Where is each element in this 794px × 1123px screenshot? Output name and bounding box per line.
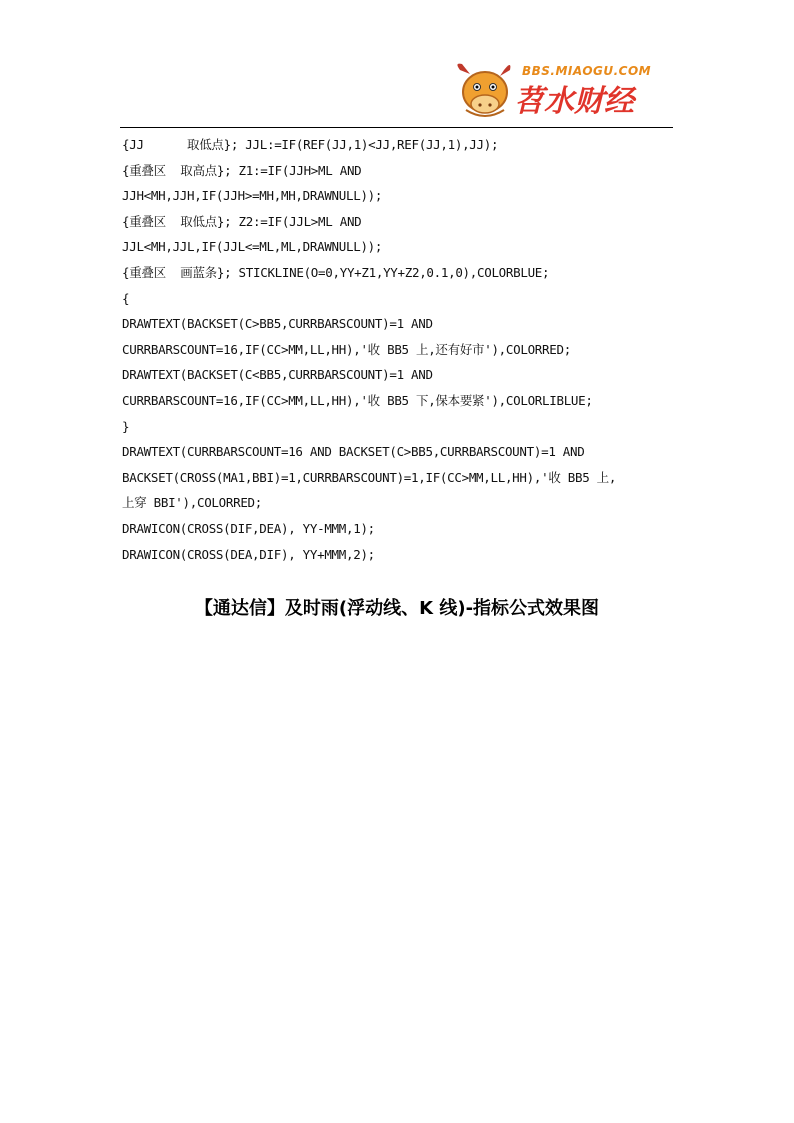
- code-line: BACKSET(CROSS(MA1,BBI)=1,CURRBARSCOUNT)=1,IF(CC>MM,LL,HH),'收 BB5 上,: [122, 469, 617, 485]
- code-line: {重叠区 取低点}; Z2:=IF(JJL>ML AND: [122, 213, 362, 229]
- code-line: }: [122, 418, 130, 434]
- code-line: DRAWTEXT(BACKSET(C<BB5,CURRBARSCOUNT)=1 AND: [122, 367, 433, 383]
- code-line: {重叠区 画蓝条}; STICKLINE(O=0,YY+Z1,YY+Z2,0.1,0),COLORBLUE;: [122, 264, 550, 280]
- code-line: {JJ 取低点}; JJL:=IF(REF(JJ,1)<JJ,REF(JJ,1),JJ);: [122, 137, 499, 152]
- code-line: CURRBARSCOUNT=16,IF(CC>MM,LL,HH),'收 BB5 上,还有好市'),COLORRED;: [122, 341, 571, 357]
- code-line: 上穿 BBI'),COLORRED;: [122, 495, 263, 511]
- header-divider: [120, 127, 673, 128]
- bull-mascot-icon: [452, 60, 522, 122]
- site-logo: [452, 60, 658, 122]
- code-line: JJL<MH,JJL,IF(JJL<=ML,ML,DRAWNULL));: [122, 239, 383, 255]
- code-line: DRAWTEXT(CURRBARSCOUNT=16 AND BACKSET(C>BB5,CURRBARSCOUNT)=1 AND: [122, 444, 585, 460]
- code-line: {: [122, 290, 130, 306]
- code-line: DRAWICON(CROSS(DIF,DEA), YY-MMM,1);: [122, 520, 375, 536]
- formula-code-block: [122, 132, 682, 567]
- logo-url-text: BBS.MIAOGU.COM: [522, 64, 652, 78]
- code-line: CURRBARSCOUNT=16,IF(CC>MM,LL,HH),'收 BB5 下,保本要紧'),COLORLIBLUE;: [122, 392, 593, 408]
- section-heading: 【通达信】及时雨(浮动线、K 线)-指标公式效果图: [194, 598, 600, 619]
- code-line: {重叠区 取高点}; Z1:=IF(JJH>ML AND: [122, 162, 362, 178]
- code-line: DRAWICON(CROSS(DEA,DIF), YY+MMM,2);: [122, 546, 375, 562]
- code-line: DRAWTEXT(BACKSET(C>BB5,CURRBARSCOUNT)=1 AND: [122, 316, 433, 332]
- code-line: JJH<MH,JJH,IF(JJH>=MH,MH,DRAWNULL));: [122, 188, 383, 204]
- logo-name-text: 苕水财经: [514, 84, 634, 119]
